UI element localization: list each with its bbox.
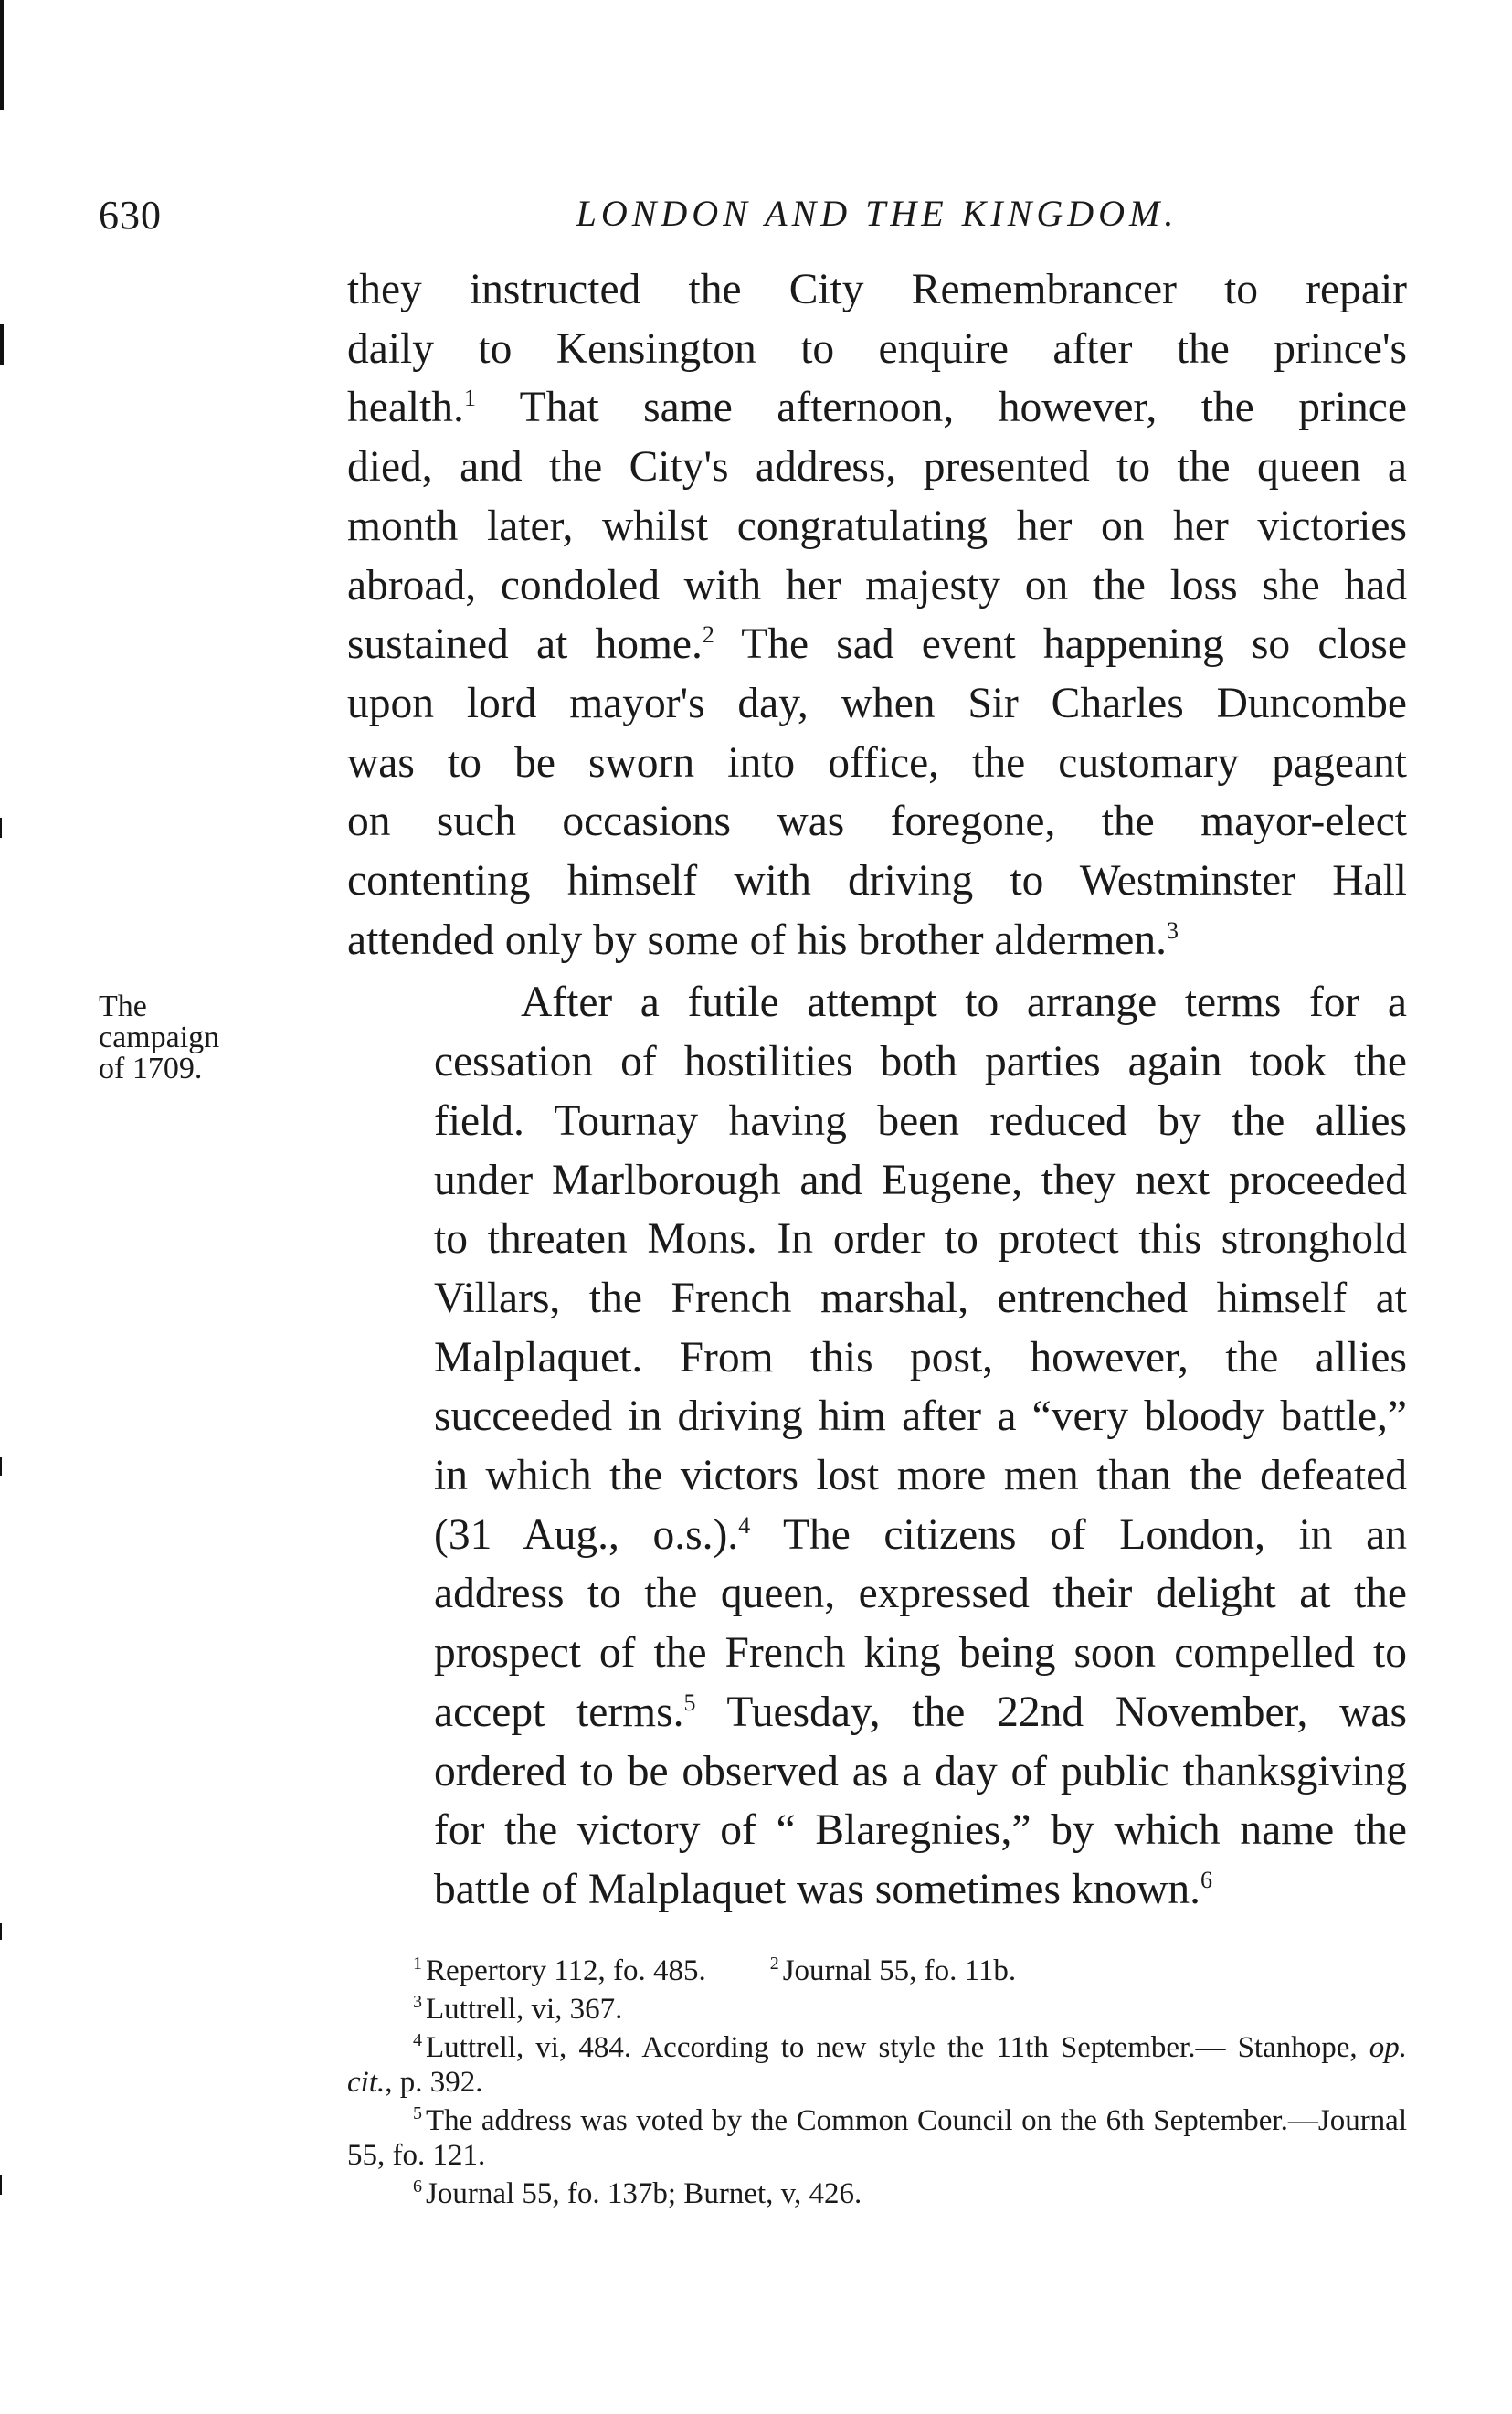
footnote-ref: 3 <box>1166 916 1179 944</box>
footnote-number: 4 <box>413 2030 422 2050</box>
text-line: cessation of hostilities both parties again took the <box>434 1038 1407 1086</box>
text-line: Villars, the French marshal, entrenched himself at <box>434 1274 1407 1322</box>
footnote-italic: op. cit. <box>347 2031 1407 2099</box>
footnote-3: $^3$ Luttrell, vi, 367. <box>413 1992 623 2026</box>
footnote-5: $^5$ The address was voted by the Common Council on the 6th September.—Journal 55, fo. 121. <box>347 2103 1407 2172</box>
text-line: accept terms.$^5$ Tuesday, the 22nd November, was <box>434 1688 1407 1736</box>
scan-edge-mark <box>0 2175 2 2195</box>
footnote-number: 5 <box>413 2103 422 2123</box>
footnote-ref: 5 <box>683 1689 696 1717</box>
footnote-row <box>347 1953 1407 1988</box>
scan-edge-mark <box>0 1457 2 1476</box>
text-line: field. Tournay having been reduced by the allies <box>434 1096 1407 1145</box>
paragraph-2 <box>347 973 1407 1919</box>
footnote-4: $^4$ Luttrell, vi, 484. According to new style the 11th September.— Stanhope, op. cit., p. 392. <box>347 2030 1407 2099</box>
text-line: sustained at home.$^2$ The sad event happening so close <box>347 620 1407 669</box>
text-line: ordered to be observed as a day of public thanksgiving <box>434 1747 1407 1795</box>
text-line: for the victory of “ Blaregnies,” by which name the <box>434 1806 1407 1855</box>
running-title: LONDON AND THE KINGDOM. <box>576 193 1179 234</box>
marginal-note-line: of 1709. <box>99 1052 203 1085</box>
text-line: abroad, condoled with her majesty on the loss she had <box>347 561 1407 609</box>
scan-edge-mark <box>0 1923 2 1940</box>
text-line: (31 Aug., o.s.).$^4$ The citizens of London, in an <box>434 1510 1407 1559</box>
marginal-note-line: The <box>99 990 147 1023</box>
footnote-ref: 6 <box>1200 1867 1212 1894</box>
scan-edge-mark <box>0 818 2 838</box>
text-line: address to the queen, expressed their delight at the <box>434 1570 1407 1618</box>
text-line: contenting himself with driving to Westminster Hall <box>347 857 1407 905</box>
footnote-number: 2 <box>769 1953 779 1974</box>
footnote-ref: 4 <box>738 1511 751 1539</box>
scan-edge-mark <box>0 324 4 365</box>
footnote-2: $^2$ Journal 55, fo. 11b. <box>769 1953 1017 1987</box>
text-line: on such occasions was foregone, the mayor-elect <box>347 798 1407 846</box>
footnote-number: 6 <box>413 2176 422 2197</box>
footnotes <box>347 1953 1407 2215</box>
text-line: Malplaquet. From this post, however, the allies <box>434 1333 1407 1382</box>
text-line: upon lord mayor's day, when Sir Charles Duncombe <box>347 679 1407 727</box>
footnote-number: 1 <box>413 1953 422 1974</box>
footnote-1: $^1$ Repertory 112, fo. 485. <box>413 1953 706 1987</box>
text-line: battle of Malplaquet was sometimes known.$^6$ <box>434 1865 1212 1913</box>
footnote-ref: 2 <box>702 621 714 649</box>
text-line: succeeded in driving him after a “very bloody battle,” <box>434 1392 1407 1441</box>
footnote-ref: 1 <box>463 385 476 412</box>
text-line: in which the victors lost more men than the defeated <box>434 1452 1407 1500</box>
text-line: under Marlborough and Eugene, they next proceeded <box>434 1156 1407 1204</box>
page-number: 630 <box>99 193 162 238</box>
text-line: died, and the City's address, presented to the queen a <box>347 443 1407 492</box>
footnote-number: 3 <box>413 1992 422 2012</box>
text-line: they instructed the City Remembrancer to repair <box>347 266 1407 313</box>
text-line: month later, whilst congratulating her on her victories <box>347 502 1407 550</box>
text-line: prospect of the French king being soon compelled to <box>434 1629 1407 1678</box>
text-line: After a futile attempt to arrange terms for a <box>521 979 1407 1027</box>
text-line: health.$^1$ That same afternoon, however, the prince <box>347 384 1407 432</box>
footnote-6: $^6$ Journal 55, fo. 137b; Burnet, v, 426. <box>413 2176 862 2210</box>
text-line: to threaten Mons. In order to protect this stronghold <box>434 1215 1407 1264</box>
paragraph-1 <box>347 260 1407 969</box>
body-text <box>347 260 1407 1920</box>
text-line: daily to Kensington to enquire after the prince's <box>347 324 1407 373</box>
text-line: attended only by some of his brother aldermen.$^3$ <box>347 916 1179 964</box>
scan-edge-mark <box>0 0 4 110</box>
text-line: was to be sworn into office, the customary pageant <box>347 738 1407 787</box>
marginal-note-line: campaign <box>99 1021 220 1054</box>
marginal-note <box>99 991 318 1085</box>
